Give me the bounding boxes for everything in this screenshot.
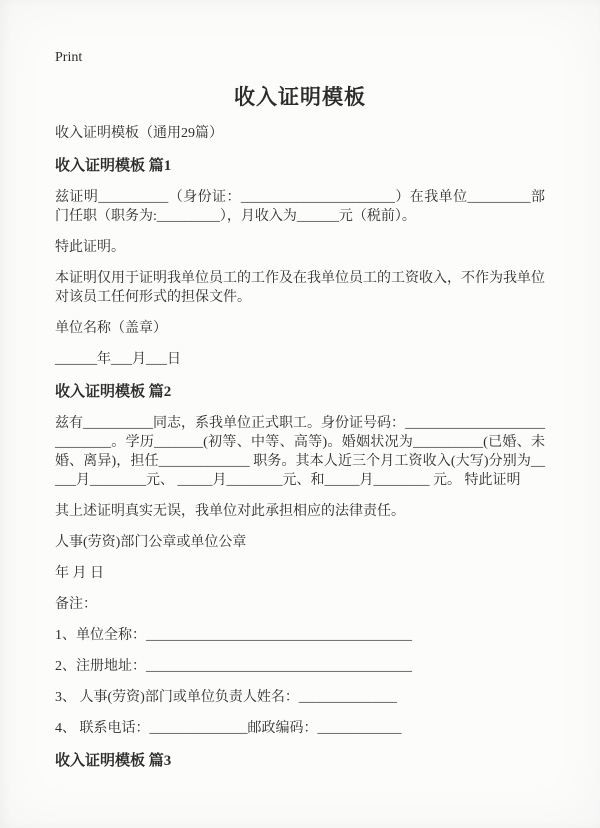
document-title: 收入证明模板	[234, 85, 366, 109]
paragraph-remarks-label: 备注：	[55, 597, 97, 612]
paragraph-disclaimer: 本证明仅用于证明我单位员工的工作及在我单位员工的工资收入，不作为我单位对该员工任何形式的担保文件。	[55, 271, 545, 305]
paragraph-legal-responsibility: 其上述证明真实无误，我单位对此承担相应的法律责任。	[55, 504, 405, 519]
paragraph-employee-info: 兹有__________同志，系我单位正式职工。身份证号码：____________________________。学历_______(初等、中等、高等)。婚姻状况为__________(已婚、未婚、离异)，担任_____________ 职务。其本人近三个月工资收入(大写)分别为_____月________元、 _____月________元、和_____月________ 元。 特此证明	[55, 416, 545, 488]
paragraph-date-line: ______年___月___日	[55, 352, 181, 367]
paragraph-company-seal: 单位名称（盖章）	[55, 321, 167, 336]
section-heading-3: 收入证明模板 篇3	[55, 753, 172, 769]
list-item-company-name: 1、单位全称：______________________________________	[55, 628, 412, 643]
document-subtitle: 收入证明模板（通用29篇）	[55, 126, 223, 141]
paragraph-hr-seal: 人事(劳资)部门公章或单位公章	[55, 535, 247, 550]
list-item-phone-postcode: 4、 联系电话：______________邮政编码：____________	[55, 721, 402, 736]
list-item-hr-contact-name: 3、 人事(劳资)部门或单位负责人姓名：______________	[55, 690, 397, 705]
list-item-registered-address: 2、注册地址：______________________________________	[55, 659, 412, 674]
paragraph-date-ymd: 年 月 日	[55, 566, 104, 581]
section-heading-2: 收入证明模板 篇2	[55, 384, 172, 400]
section-heading-1: 收入证明模板 篇1	[55, 158, 172, 174]
paragraph-certify: 兹证明__________（身份证：______________________）在我单位_________部门任职（职务为:_________），月收入为______元（税前）。	[55, 190, 545, 224]
print-link[interactable]: Print	[55, 50, 83, 65]
paragraph-hereby: 特此证明。	[55, 240, 125, 255]
